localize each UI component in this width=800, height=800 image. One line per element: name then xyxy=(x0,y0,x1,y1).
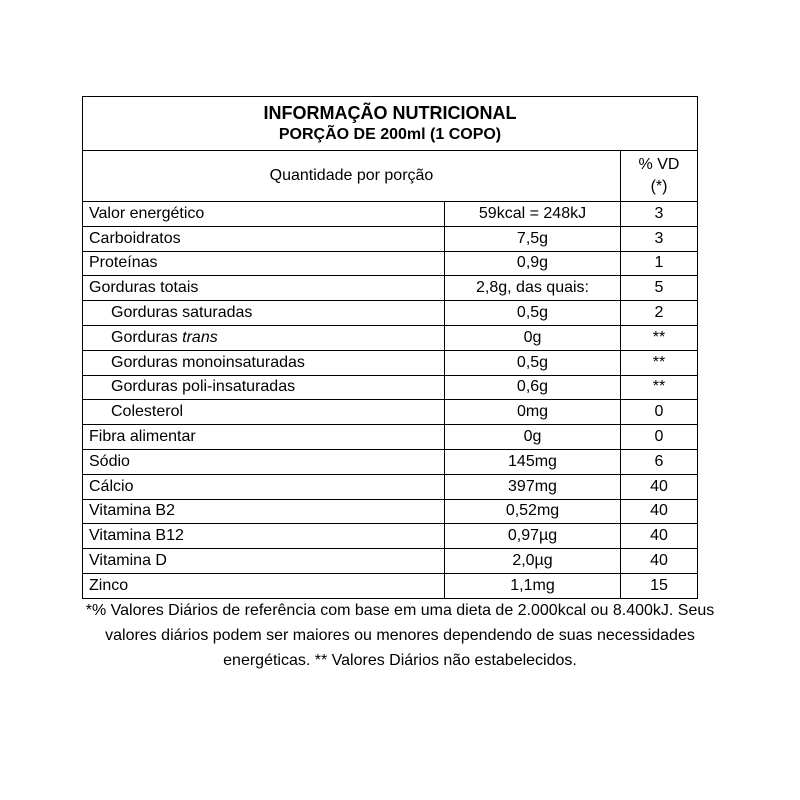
nutrient-amount: 59kcal = 248kJ xyxy=(445,202,621,227)
nutrient-vd: 15 xyxy=(621,573,698,598)
nutrient-amount: 0,5g xyxy=(445,301,621,326)
footnote-line: valores diários podem ser maiores ou menores dependendo de suas necessidades xyxy=(105,627,695,644)
vd-header-mark: (*) xyxy=(650,178,668,195)
nutrient-vd: 40 xyxy=(621,474,698,499)
nutrient-vd: 0 xyxy=(621,425,698,450)
nutrient-amount: 0g xyxy=(445,425,621,450)
nutrient-name: Valor energético xyxy=(83,202,445,227)
nutrient-amount: 0,6g xyxy=(445,375,621,400)
nutrient-vd: 6 xyxy=(621,449,698,474)
table-row xyxy=(83,301,698,326)
nutrient-amount: 0,5g xyxy=(445,350,621,375)
nutrient-name: Zinco xyxy=(83,573,445,598)
nutrient-name: Gorduras monoinsaturadas xyxy=(83,350,445,375)
nutrient-amount: 7,5g xyxy=(445,226,621,251)
nutrition-facts-panel xyxy=(82,96,697,599)
nutrient-amount: 0g xyxy=(445,325,621,350)
table-row xyxy=(83,276,698,301)
nutrient-vd: ** xyxy=(621,350,698,375)
table-row xyxy=(83,226,698,251)
table-row xyxy=(83,375,698,400)
nutrient-name: Cálcio xyxy=(83,474,445,499)
vd-header-label: % VD xyxy=(638,156,680,173)
table-row xyxy=(83,325,698,350)
serving-size: PORÇÃO DE 200ml (1 COPO) xyxy=(278,126,502,143)
table-row xyxy=(83,474,698,499)
footnote xyxy=(30,598,770,673)
nutrient-name: Vitamina D xyxy=(83,549,445,574)
nutrient-amount: 145mg xyxy=(445,449,621,474)
nutrient-name-italic: trans xyxy=(182,328,218,346)
table-row xyxy=(83,499,698,524)
nutrient-vd: ** xyxy=(621,325,698,350)
nutrient-vd: ** xyxy=(621,375,698,400)
nutrient-name-prefix: Gorduras xyxy=(111,328,183,346)
nutrient-name: Vitamina B12 xyxy=(83,524,445,549)
title-row xyxy=(83,97,698,151)
nutrient-vd: 40 xyxy=(621,499,698,524)
footnote-line: *% Valores Diários de referência com base em uma dieta de 2.000kcal ou 8.400kJ. Seus xyxy=(85,602,715,619)
nutrient-amount: 2,8g, das quais: xyxy=(445,276,621,301)
nutrient-vd: 3 xyxy=(621,202,698,227)
nutrient-vd: 0 xyxy=(621,400,698,425)
table-row xyxy=(83,549,698,574)
nutrient-name xyxy=(83,325,445,350)
nutrient-name: Vitamina B2 xyxy=(83,499,445,524)
table-row xyxy=(83,251,698,276)
nutrient-amount: 0,52mg xyxy=(445,499,621,524)
nutrient-name: Gorduras poli-insaturadas xyxy=(83,375,445,400)
vd-header xyxy=(621,151,698,202)
table-row xyxy=(83,350,698,375)
table-row xyxy=(83,573,698,598)
nutrient-vd: 5 xyxy=(621,276,698,301)
table-row xyxy=(83,400,698,425)
nutrient-name: Carboidratos xyxy=(83,226,445,251)
header-row xyxy=(83,151,698,202)
table-row xyxy=(83,449,698,474)
title-cell xyxy=(83,97,698,151)
nutrient-amount: 0,9g xyxy=(445,251,621,276)
nutrient-name: Fibra alimentar xyxy=(83,425,445,450)
nutrient-vd: 2 xyxy=(621,301,698,326)
footnote-line: energéticas. ** Valores Diários não estabelecidos. xyxy=(223,652,577,669)
nutrient-amount: 0mg xyxy=(445,400,621,425)
table-row xyxy=(83,202,698,227)
table-row xyxy=(83,425,698,450)
table-row xyxy=(83,524,698,549)
nutrient-amount: 0,97µg xyxy=(445,524,621,549)
nutrient-vd: 1 xyxy=(621,251,698,276)
nutrient-amount: 397mg xyxy=(445,474,621,499)
nutrient-amount: 2,0µg xyxy=(445,549,621,574)
quantity-header: Quantidade por porção xyxy=(83,151,621,202)
nutrient-name: Proteínas xyxy=(83,251,445,276)
nutrient-name: Gorduras totais xyxy=(83,276,445,301)
nutrient-name: Colesterol xyxy=(83,400,445,425)
nutrient-vd: 3 xyxy=(621,226,698,251)
nutrient-name: Gorduras saturadas xyxy=(83,301,445,326)
nutrient-vd: 40 xyxy=(621,549,698,574)
nutrient-vd: 40 xyxy=(621,524,698,549)
nutrition-table xyxy=(82,96,698,599)
table-title: INFORMAÇÃO NUTRICIONAL xyxy=(263,103,517,123)
nutrient-name: Sódio xyxy=(83,449,445,474)
nutrient-amount: 1,1mg xyxy=(445,573,621,598)
